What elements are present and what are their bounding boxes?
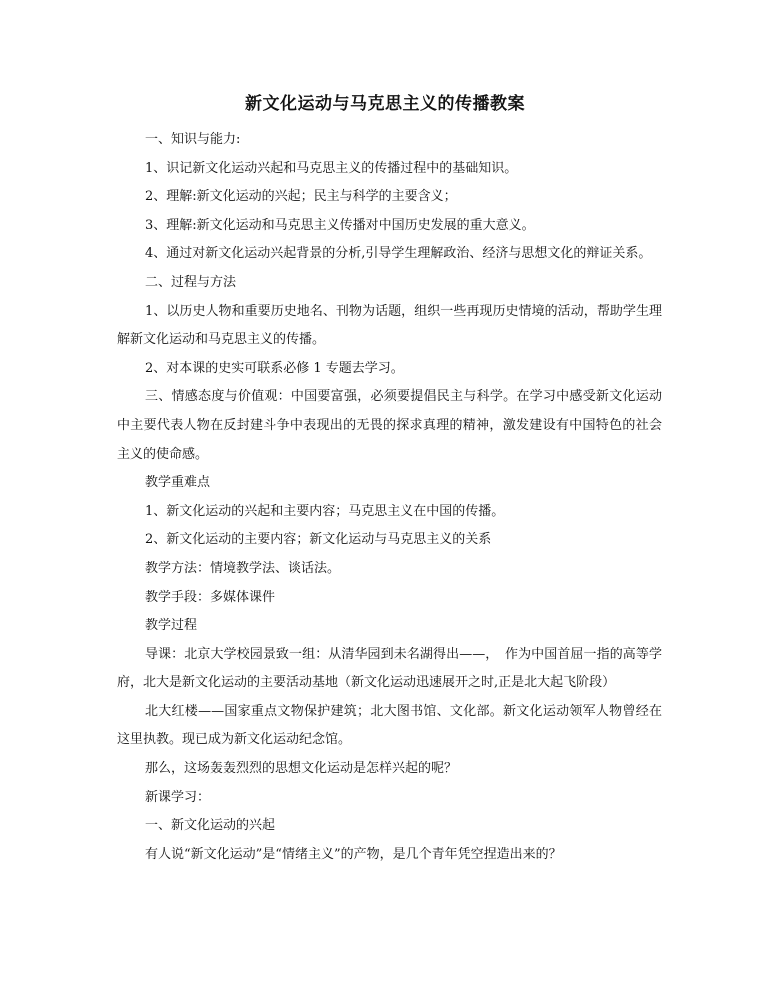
paragraph: 2、新文化运动的主要内容；新文化运动与马克思主义的关系	[145, 532, 492, 548]
paragraph: 三、情感态度与价值观：中国要富强，必须要提倡民主与科学。在学习中感受新文化运动中主要代表人物在反封建斗争中表现出的无畏的探求真理的精神，激发建设有中国特色的社会主义的使命感。	[117, 389, 662, 462]
paragraph: 1、新文化运动的兴起和主要内容；马克思主义在中国的传播。	[145, 503, 505, 519]
paragraph: 新课学习：	[145, 789, 211, 805]
paragraph: 导课：北京大学校园景致一组：从清华园到未名湖得出——， 作为中国首屈一指的高等学府，北大是新文化运动的主要活动基地（新文化运动迅速展开之时,正是北大起飞阶段）	[117, 646, 662, 691]
paragraph: 2、理解:新文化运动的兴起；民主与科学的主要含义；	[145, 189, 457, 205]
paragraph: 有人说“新文化运动”是“情绪主义”的产物，是几个青年凭空捏造出来的？	[145, 846, 562, 862]
paragraph: 那么，这场轰轰烈烈的思想文化运动是怎样兴起的呢？	[145, 761, 458, 777]
paragraph: 2、对本课的史实可联系必修 1 专题去学习。	[145, 360, 404, 376]
paragraph: 1、以历史人物和重要历史地名、刊物为话题，组织一些再现历史情境的活动，帮助学生理解新文化运动和马克思主义的传播。	[117, 303, 662, 348]
paragraph: 教学过程	[145, 618, 198, 634]
paragraph: 北大红楼——国家重点文物保护建筑；北大图书馆、文化部。新文化运动领军人物曾经在这里执教。现已成为新文化运动纪念馆。	[117, 703, 662, 748]
paragraph: 教学手段：多媒体课件	[145, 589, 276, 605]
paragraph: 二、过程与方法	[145, 274, 237, 290]
paragraph: 1、识记新文化运动兴起和马克思主义的传播过程中的基础知识。	[145, 160, 518, 176]
document-body	[117, 126, 662, 869]
document-title: 新文化运动与马克思主义的传播教案	[245, 94, 525, 114]
paragraph: 一、新文化运动的兴起	[145, 818, 276, 834]
paragraph: 教学方法：情境教学法、谈话法。	[145, 560, 341, 576]
paragraph: 4、通过对新文化运动兴起背景的分析,引导学生理解政治、经济与思想文化的辩证关系。	[145, 246, 652, 262]
paragraph: 一、知识与能力:	[145, 132, 241, 147]
paragraph: 教学重难点	[145, 475, 211, 491]
paragraph: 3、理解:新文化运动和马克思主义传播对中国历史发展的重大意义。	[145, 217, 535, 233]
